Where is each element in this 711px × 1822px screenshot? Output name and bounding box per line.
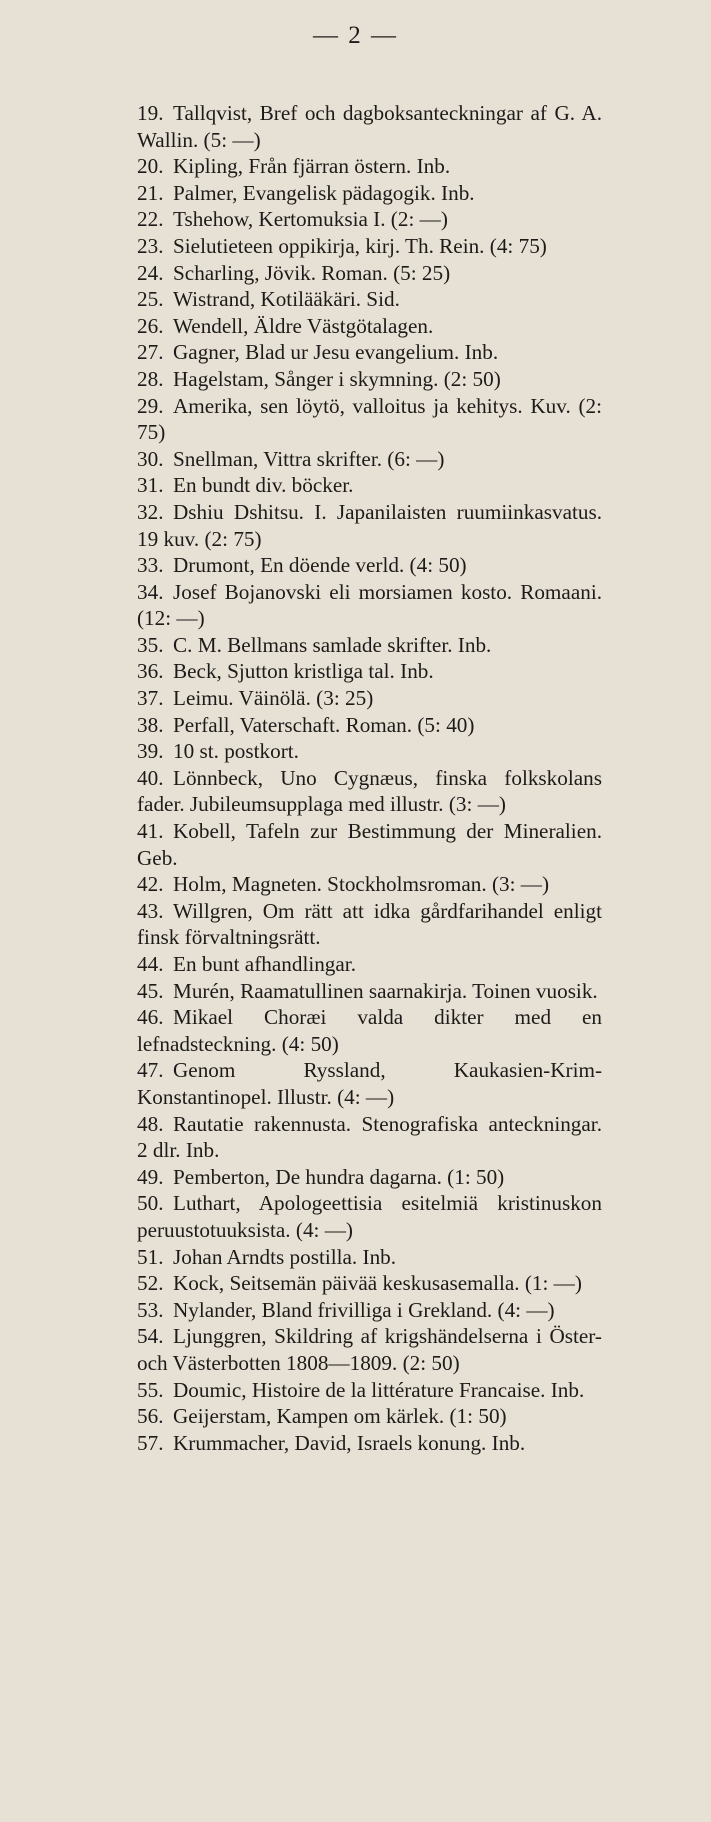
entry-number: 29. xyxy=(137,393,164,418)
catalog-entry xyxy=(137,552,602,579)
entry-number: 20. xyxy=(137,154,164,179)
catalog-entry xyxy=(137,1004,602,1057)
catalog-entry xyxy=(137,1244,602,1271)
entry-text: Rautatie rakennusta. Stenografiska anteckningar. 2 dlr. Inb. xyxy=(137,1111,602,1163)
entry-text: Drumont, En döende verld. (4: 50) xyxy=(173,553,467,578)
catalog-entry xyxy=(137,339,602,366)
catalog-entry xyxy=(137,1377,602,1404)
entry-text: Kipling, Från fjärran östern. Inb. xyxy=(173,154,451,179)
entry-number: 34. xyxy=(137,579,164,604)
entry-number: 57. xyxy=(137,1430,164,1455)
entry-text: Dshiu Dshitsu. I. Japanilaisten ruumiinkasvatus. 19 kuv. (2: 75) xyxy=(137,499,602,551)
catalog-entry xyxy=(137,898,602,951)
catalog-entry xyxy=(137,499,602,552)
catalog-entry xyxy=(137,100,602,153)
catalog-entry xyxy=(137,180,602,207)
entry-text: Holm, Magneten. Stockholmsroman. (3: —) xyxy=(173,872,550,897)
entry-number: 45. xyxy=(137,978,164,1003)
catalog-entry xyxy=(137,951,602,978)
entry-text: Genom Ryssland, Kaukasien-Krim-Konstantinopel. Illustr. (4: —) xyxy=(137,1058,602,1109)
entry-text: Murén, Raamatullinen saarnakirja. Toinen vuosik. xyxy=(173,978,598,1003)
entry-text: Nylander, Bland frivilliga i Grekland. (4: —) xyxy=(173,1297,555,1322)
entry-number: 54. xyxy=(137,1324,164,1349)
entry-number: 23. xyxy=(137,233,164,258)
entry-text: Amerika, sen löytö, valloitus ja kehitys. Kuv. (2: 75) xyxy=(137,393,602,445)
entry-text: En bunt afhandlingar. xyxy=(173,952,356,976)
entry-number: 48. xyxy=(137,1111,164,1136)
catalog-entry xyxy=(137,1323,602,1376)
catalog-entry xyxy=(137,632,602,659)
entry-text: Leimu. Väinölä. (3: 25) xyxy=(173,686,374,711)
entry-number: 38. xyxy=(137,712,164,737)
catalog-entry xyxy=(137,818,602,871)
catalog-entry xyxy=(137,978,602,1005)
entry-text: Lönnbeck, Uno Cygnæus, finska folkskolans fader. Jubileumsupplaga med illustr. (3: —) xyxy=(137,765,602,817)
entry-text: Josef Bojanovski eli morsiamen kosto. Romaani. (12: —) xyxy=(137,579,602,631)
entry-number: 27. xyxy=(137,340,164,365)
entry-text: Sielutieteen oppikirja, kirj. Th. Rein. (4: 75) xyxy=(173,233,547,258)
catalog-entry xyxy=(137,1270,602,1297)
entry-number: 49. xyxy=(137,1164,164,1189)
entry-number: 37. xyxy=(137,686,164,711)
entry-number: 36. xyxy=(137,659,164,684)
entry-text: Kock, Seitsemän päivää keskusasemalla. (1: —) xyxy=(173,1271,582,1296)
entry-text: Ljunggren, Skildring af krigshändelserna i Öster- och Västerbotten 1808—1809. (2: 50) xyxy=(137,1324,602,1375)
entry-number: 19. xyxy=(137,101,164,125)
entry-text: Tallqvist, Bref och dagboksanteckningar af G. A. Wallin. (5: —) xyxy=(137,101,602,152)
entry-text: Mikael Choræi valda dikter med en lefnadsteckning. (4: 50) xyxy=(137,1005,602,1056)
entry-number: 55. xyxy=(137,1377,164,1402)
entry-number: 46. xyxy=(137,1005,164,1030)
entry-number: 35. xyxy=(137,632,164,657)
entry-text: Snellman, Vittra skrifter. (6: —) xyxy=(173,446,445,471)
catalog-entry xyxy=(137,765,602,818)
entry-number: 42. xyxy=(137,872,164,897)
catalog-entry xyxy=(137,1430,602,1457)
entry-number: 28. xyxy=(137,366,164,391)
entry-number: 22. xyxy=(137,207,164,232)
catalog-entry xyxy=(137,1057,602,1110)
entry-number: 47. xyxy=(137,1058,164,1083)
entry-number: 32. xyxy=(137,499,164,524)
entry-number: 43. xyxy=(137,898,164,923)
entry-number: 53. xyxy=(137,1297,164,1322)
entry-number: 50. xyxy=(137,1191,164,1216)
entry-number: 41. xyxy=(137,819,164,844)
entry-number: 40. xyxy=(137,765,164,790)
catalog-entry xyxy=(137,1403,602,1430)
entry-number: 39. xyxy=(137,739,164,764)
entry-number: 52. xyxy=(137,1271,164,1296)
entry-text: Johan Arndts postilla. Inb. xyxy=(173,1244,397,1269)
catalog-entry xyxy=(137,871,602,898)
catalog-entry xyxy=(137,1297,602,1324)
entry-text: Luthart, Apologeettisia esitelmiä kristinuskon peruustotuuksista. (4: —) xyxy=(137,1191,602,1242)
catalog-entry xyxy=(137,286,602,313)
catalog-entry xyxy=(137,685,602,712)
entry-text: Doumic, Histoire de la littérature Francaise. Inb. xyxy=(173,1377,585,1402)
entry-number: 33. xyxy=(137,553,164,578)
entry-number: 26. xyxy=(137,313,164,338)
entry-text: Willgren, Om rätt att idka gårdfarihandel enligt finsk förvaltningsrätt. xyxy=(137,898,602,950)
entry-text: Pemberton, De hundra dagarna. (1: 50) xyxy=(173,1164,505,1189)
catalog-entry xyxy=(137,206,602,233)
entry-text: Palmer, Evangelisk pädagogik. Inb. xyxy=(173,180,475,205)
entry-number: 44. xyxy=(137,952,164,976)
entry-text: Beck, Sjutton kristliga tal. Inb. xyxy=(173,659,434,684)
entry-text: 10 st. postkort. xyxy=(173,739,299,764)
catalog-entry xyxy=(137,658,602,685)
entry-text: Krummacher, David, Israels konung. Inb. xyxy=(173,1430,526,1455)
catalog-entry xyxy=(137,313,602,340)
entry-text: Kobell, Tafeln zur Bestimmung der Mineralien. Geb. xyxy=(137,819,602,870)
entry-list xyxy=(137,100,602,1456)
entry-number: 24. xyxy=(137,260,164,285)
entry-text: Wendell, Äldre Västgötalagen. xyxy=(173,313,434,338)
page-number: — 2 — xyxy=(313,22,398,49)
entry-number: 31. xyxy=(137,473,164,498)
catalog-entry xyxy=(137,1111,602,1164)
catalog-entry xyxy=(137,366,602,393)
catalog-entry xyxy=(137,1164,602,1191)
catalog-entry xyxy=(137,712,602,739)
catalog-entry xyxy=(137,1190,602,1243)
entry-number: 56. xyxy=(137,1404,164,1429)
catalog-entry xyxy=(137,738,602,765)
catalog-entry xyxy=(137,260,602,287)
catalog-entry xyxy=(137,393,602,446)
entry-text: En bundt div. böcker. xyxy=(173,473,354,498)
catalog-entry xyxy=(137,153,602,180)
entry-text: Tshehow, Kertomuksia I. (2: —) xyxy=(173,207,448,232)
entry-text: Scharling, Jövik. Roman. (5: 25) xyxy=(173,260,451,285)
entry-text: Hagelstam, Sånger i skymning. (2: 50) xyxy=(173,366,501,391)
catalog-entry xyxy=(137,579,602,632)
entry-text: Perfall, Vaterschaft. Roman. (5: 40) xyxy=(173,712,475,737)
catalog-entry xyxy=(137,446,602,473)
catalog-entry xyxy=(137,472,602,499)
entry-text: Wistrand, Kotilääkäri. Sid. xyxy=(173,287,400,312)
entry-number: 30. xyxy=(137,446,164,471)
catalog-entry xyxy=(137,233,602,260)
entry-number: 21. xyxy=(137,180,164,205)
entry-number: 51. xyxy=(137,1244,164,1269)
entry-text: C. M. Bellmans samlade skrifter. Inb. xyxy=(173,632,492,657)
entry-number: 25. xyxy=(137,287,164,312)
entry-text: Geijerstam, Kampen om kärlek. (1: 50) xyxy=(173,1404,507,1429)
entry-text: Gagner, Blad ur Jesu evangelium. Inb. xyxy=(173,340,499,365)
